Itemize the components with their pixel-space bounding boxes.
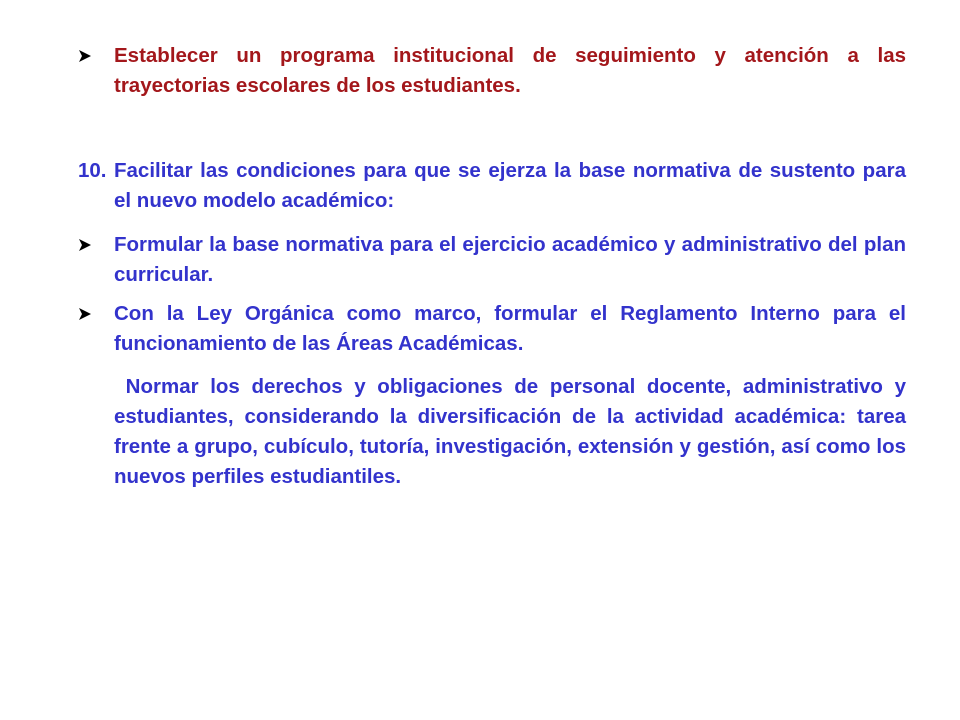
arrow-bullet-icon: [78, 49, 92, 63]
bullet-text: Con la Ley Orgánica como marco, formular el Reglamento Interno para el funcionamiento de las Áreas Académicas.: [114, 302, 906, 355]
bullet-text: Establecer un programa institucional de seguimiento y atención a las trayectorias escolares de los estudiantes.: [114, 44, 906, 97]
paragraph-text: Normar los derechos y obligaciones de personal docente, administrativo y estudiantes, considerando la diversificación de la actividad académica: tarea frente a grupo, cubículo, tutoría, investigación, extensión y gestión, así como los nuevos perfiles estudiantiles.: [114, 375, 912, 488]
item-number: 10.: [78, 159, 107, 182]
bullet-text: Formular la base normativa para el ejercicio académico y administrativo del plan curricular.: [114, 233, 906, 286]
numbered-item-text: Facilitar las condiciones para que se ejerza la base normativa de sustento para el nuevo modelo académico:: [114, 159, 906, 212]
arrow-bullet-icon: [78, 307, 92, 321]
arrow-bullet-icon: [78, 238, 92, 252]
